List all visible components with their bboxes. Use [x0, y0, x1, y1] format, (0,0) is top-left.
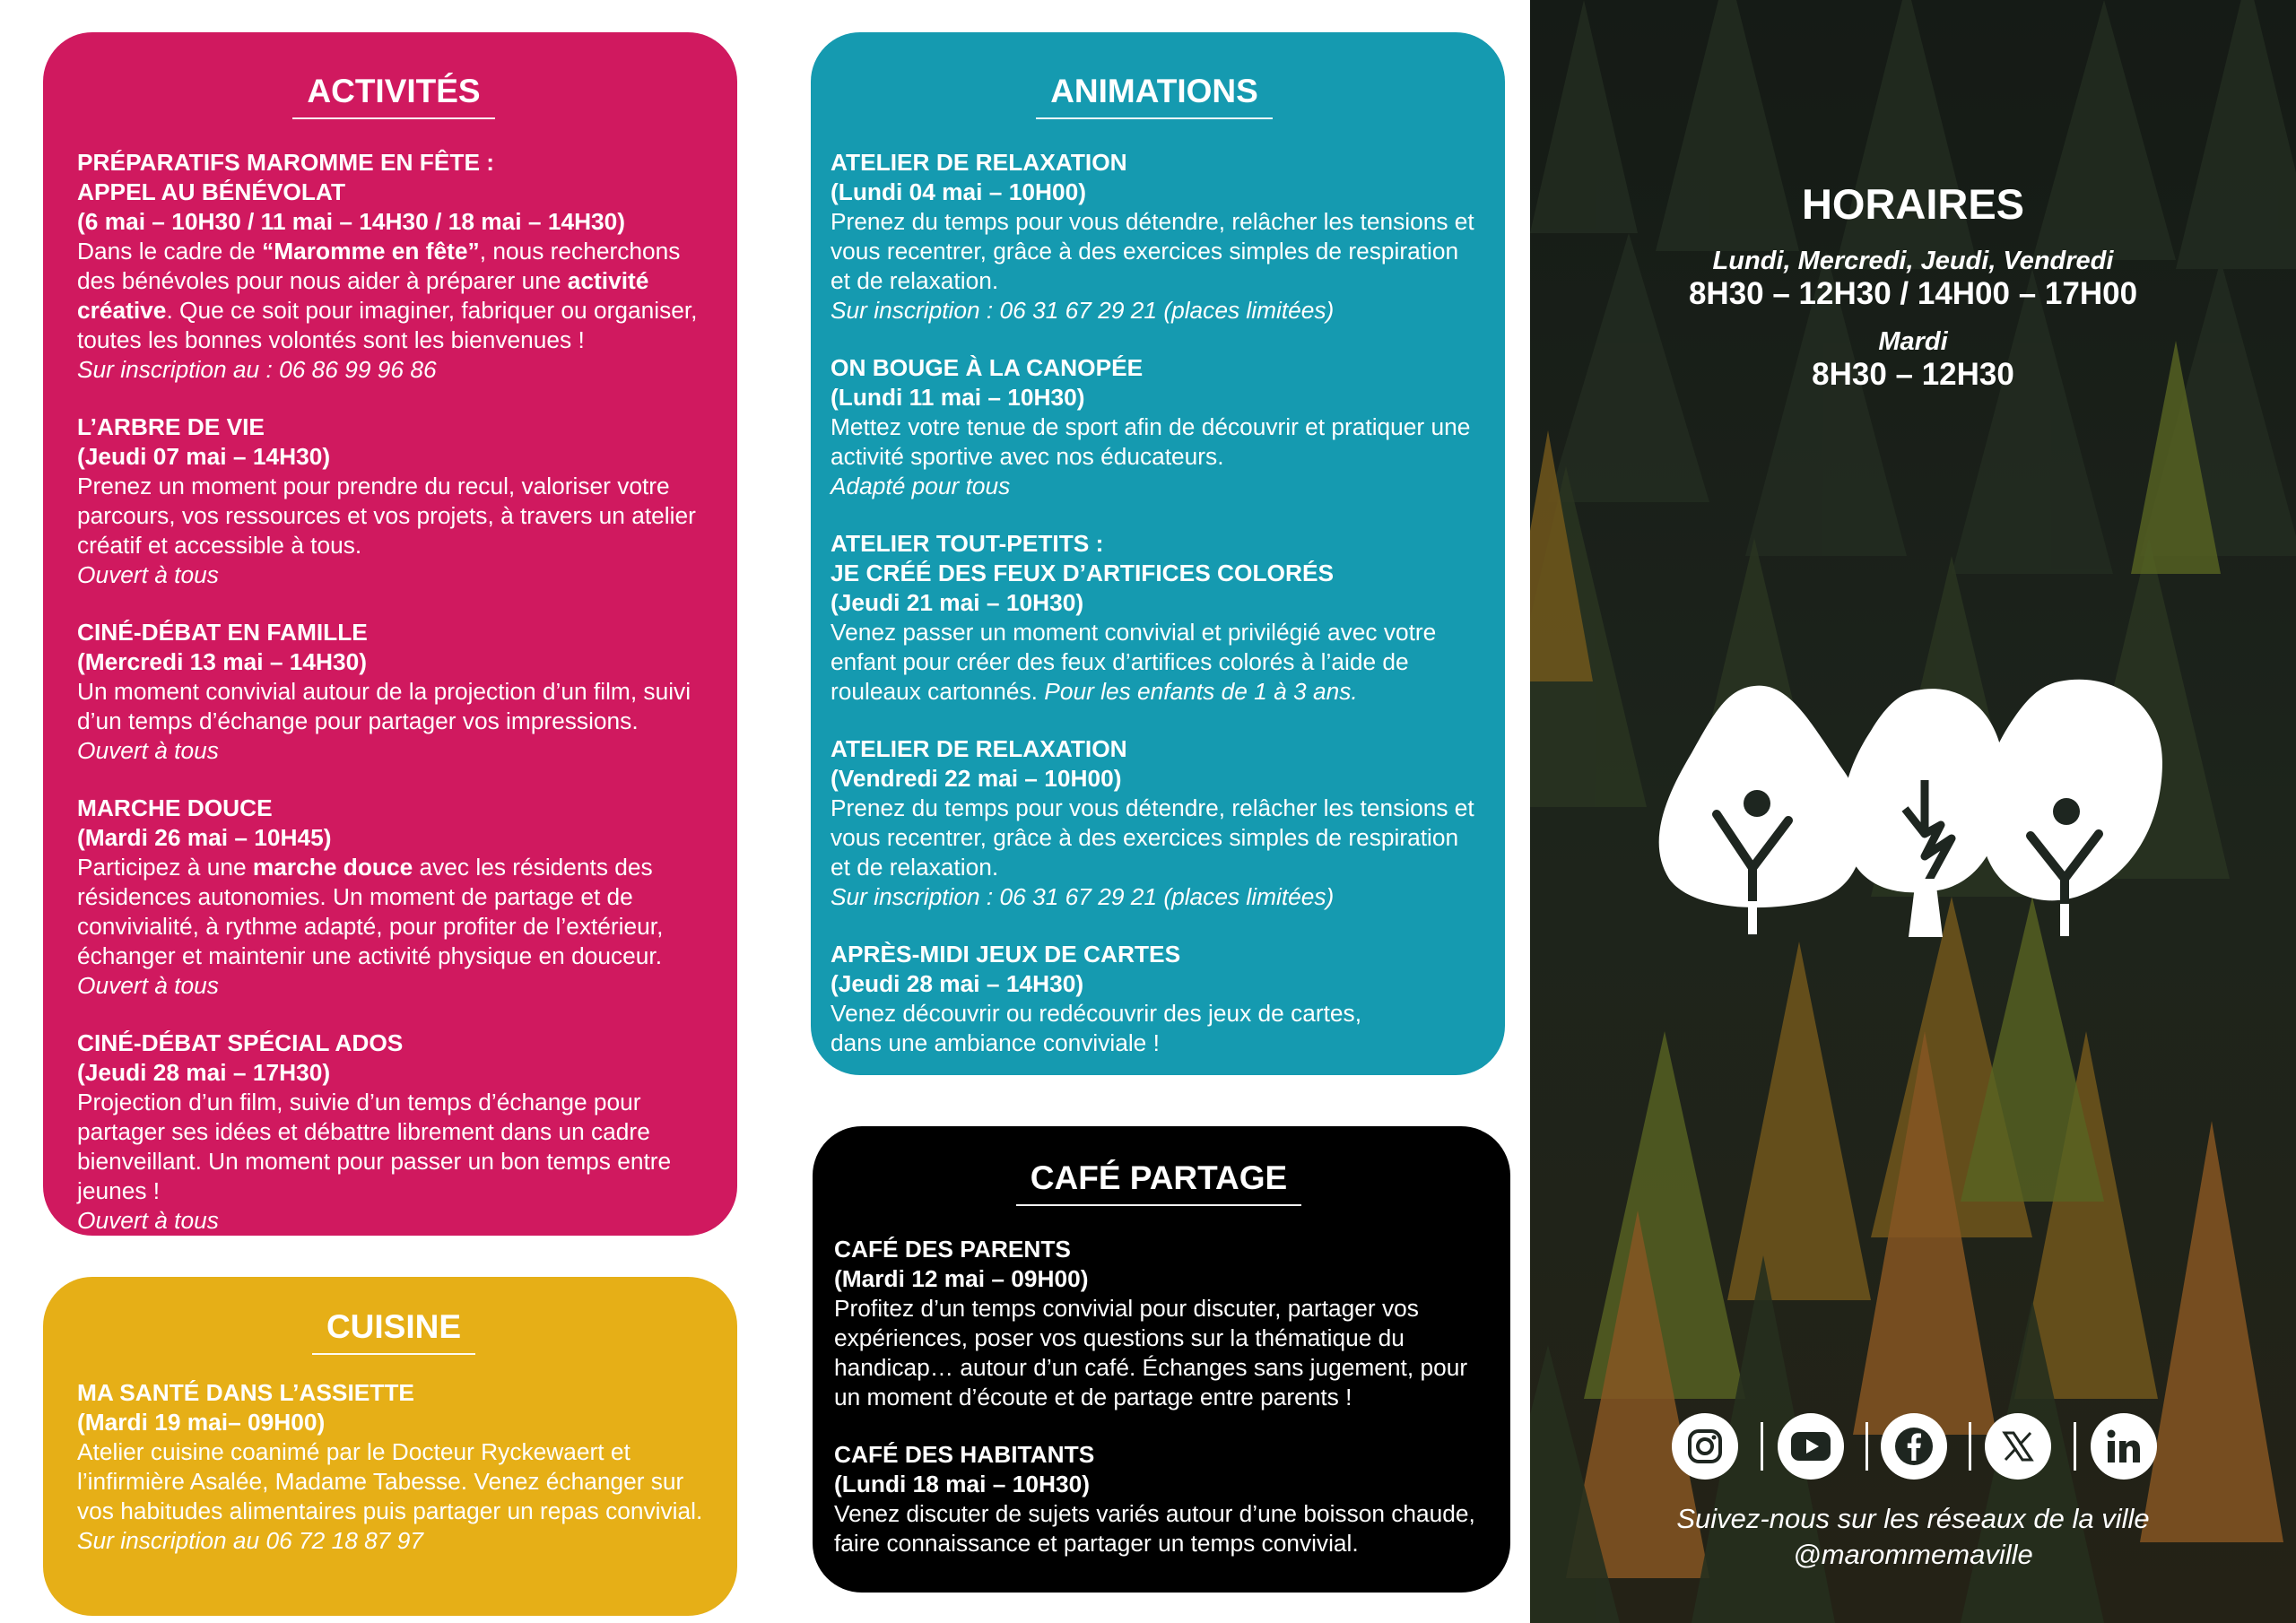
horaires-days: Lundi, Mercredi, Jeudi, Vendredi [1712, 247, 2114, 275]
entry-note: Sur inscription au : 06 86 99 96 86 [77, 355, 437, 383]
entry-title: ATELIER TOUT-PETITS : [831, 529, 1104, 557]
entry-title: CAFÉ DES HABITANTS [834, 1440, 1095, 1468]
entry-note: Ouvert à tous [77, 736, 219, 764]
entry-title: MARCHE DOUCE [77, 794, 273, 821]
entry-title: CINÉ-DÉBAT SPÉCIAL ADOS [77, 1028, 404, 1056]
entry-body-text: Venez passer un moment convivial et privilégié avec votre enfant pour créer des feux d’artifices colorés à l’aide de rouleaux cartonnés. [831, 618, 1437, 705]
list-item [831, 940, 1478, 1058]
forest-background [1530, 0, 2296, 1623]
entry-note: Sur inscription : 06 31 67 29 21 (places limitées) [831, 296, 1335, 324]
youtube-icon[interactable] [1778, 1413, 1844, 1480]
entry-note: Sur inscription : 06 31 67 29 21 (places limitées) [831, 882, 1335, 910]
list-item [77, 794, 710, 1001]
horaires-days: Mardi [1878, 327, 1948, 356]
entry-body: Mettez votre tenue de sport afin de découvrir et pratiquer une activité sportive avec nos éducateurs. [831, 412, 1471, 470]
entry-body: Profitez d’un temps convivial pour discuter, partager vos expériences, poser vos questions sur la thématique du handicap… autour d’un café. Échanges sans jugement, pour un moment d’écoute et de partage entre parents ! [834, 1294, 1468, 1410]
separator [2074, 1422, 2076, 1471]
entry-title: ATELIER DE RELAXATION [831, 734, 1127, 762]
entry-title: ATELIER DE RELAXATION [831, 148, 1127, 176]
entry-date: (Mardi 26 mai – 10H45) [77, 823, 332, 851]
entry-date: (Jeudi 07 mai – 14H30) [77, 442, 331, 470]
cuisine-panel [43, 1277, 737, 1616]
entry-body [831, 618, 1478, 707]
entry-title: CAFÉ DES PARENTS [834, 1235, 1071, 1263]
tree-icon [1980, 680, 2162, 936]
separator [1969, 1422, 1971, 1471]
entry-body-bold: activité créative [77, 266, 649, 324]
trees-logo [1656, 673, 2167, 942]
list-item [77, 1378, 710, 1556]
entry-date: (Mardi 12 mai – 09H00) [834, 1264, 1089, 1292]
animations-panel [811, 32, 1505, 1075]
horaires-time: 8H30 – 12H30 / 14H00 – 17H00 [1688, 276, 2138, 311]
horaires-time: 8H30 – 12H30 [1812, 357, 2014, 392]
entry-title: CINÉ-DÉBAT EN FAMILLE [77, 618, 368, 646]
entry-body: Projection d’un film, suivie d’un temps d’échange pour partager ses idées et débattre librement dans un cadre bienveillant. Un moment pour passer un bon temps entre jeunes ! [77, 1088, 672, 1204]
cafe-partage-panel [813, 1126, 1510, 1593]
entry-date: (Lundi 04 mai – 10H00) [831, 178, 1086, 205]
horaires-title: HORAIRES [1801, 180, 2025, 228]
instagram-icon[interactable] [1672, 1413, 1738, 1480]
entry-note: Ouvert à tous [77, 1206, 219, 1234]
list-item [831, 529, 1478, 707]
entry-note: Adapté pour tous [831, 472, 1011, 499]
panel-title: CAFÉ PARTAGE [1016, 1155, 1301, 1206]
entry-note: Ouvert à tous [77, 560, 219, 588]
entry-date: (Mardi 19 mai– 09H00) [77, 1408, 326, 1436]
entry-body-text: , nous recherchons des bénévoles pour nous aider à préparer une [77, 237, 681, 294]
panel-title: CUISINE [312, 1304, 475, 1355]
entry-body: Prenez un moment pour prendre du recul, valoriser votre parcours, vos ressources et vos projets, à travers un atelier créatif et accessible à tous. [77, 472, 696, 559]
entry-body: Venez découvrir ou redécouvrir des jeux de cartes, dans une ambiance conviviale ! [831, 999, 1362, 1056]
list-item [77, 1028, 710, 1236]
entry-body-text: avec les résidents des résidences autonomies. Un moment de partage et de convivialité, à rythme adapté, pour profiter de l’extérieur, échanger et maintenir une activité physique en douceur. [77, 853, 664, 969]
entry-body-italic: Pour les enfants de 1 à 3 ans. [1044, 677, 1358, 705]
list-item [77, 618, 710, 766]
entry-title: PRÉPARATIFS MAROMME EN FÊTE : [77, 148, 495, 176]
entry-title: JE CRÉÉ DES FEUX D’ARTIFICES COLORÉS [831, 559, 1335, 586]
list-item [77, 148, 710, 385]
list-item [834, 1440, 1483, 1558]
separator [1761, 1422, 1763, 1471]
entry-body: Prenez du temps pour vous détendre, relâcher les tensions et vous recentrer, grâce à des exercices simples de respiration et de relaxation. [831, 794, 1474, 881]
panel-title: ACTIVITÉS [292, 68, 494, 119]
entry-body-text: Participez à une [77, 853, 253, 881]
facebook-icon[interactable] [1881, 1413, 1947, 1480]
separator [1866, 1422, 1868, 1471]
activites-panel [43, 32, 737, 1236]
entry-date: (Jeudi 28 mai – 14H30) [831, 969, 1084, 997]
panel-title: ANIMATIONS [1036, 68, 1273, 119]
entry-body: Atelier cuisine coanimé par le Docteur Ryckewaert et l’infirmière Asalée, Madame Tabesse. Venez échanger sur vos habitudes alimentaires puis partager un repas convivial. [77, 1437, 703, 1524]
entry-body [77, 853, 710, 971]
entry-date: (Vendredi 22 mai – 10H00) [831, 764, 1122, 792]
list-item [831, 353, 1478, 501]
entry-date: (Jeudi 21 mai – 10H30) [831, 588, 1084, 616]
entry-date: (Mercredi 13 mai – 14H30) [77, 647, 368, 675]
entry-note: Ouvert à tous [77, 971, 219, 999]
entry-date: (6 mai – 10H30 / 11 mai – 14H30 / 18 mai – 14H30) [77, 207, 626, 235]
entry-body: Un moment convivial autour de la projection d’un film, suivi d’un temps d’échange pour partager vos impressions. [77, 677, 691, 734]
entry-body [77, 237, 710, 355]
entry-title: MA SANTÉ DANS L’ASSIETTE [77, 1378, 414, 1406]
entry-title: APRÈS-MIDI JEUX DE CARTES [831, 940, 1181, 968]
entry-body-text: Dans le cadre de [77, 237, 263, 265]
entry-date: (Lundi 11 mai – 10H30) [831, 383, 1085, 411]
entry-title: L’ARBRE DE VIE [77, 412, 265, 440]
list-item [834, 1235, 1483, 1412]
list-item [831, 148, 1478, 325]
entry-body-text: . Que ce soit pour imaginer, fabriquer ou organiser, toutes les bonnes volontés sont les bienvenues ! [77, 296, 698, 353]
tree-icon [1659, 686, 1864, 934]
entry-body: Venez discuter de sujets variés autour d’une boisson chaude, faire connaissance et partager un temps convivial. [834, 1499, 1475, 1557]
entry-date: (Lundi 18 mai – 10H30) [834, 1470, 1090, 1497]
linkedin-icon[interactable] [2091, 1413, 2157, 1480]
social-handle[interactable]: @marommemaville [1793, 1539, 2033, 1570]
entry-title: ON BOUGE À LA CANOPÉE [831, 353, 1144, 381]
follow-text: Suivez-nous sur les réseaux de la ville [1676, 1503, 2150, 1534]
entry-body-bold: marche douce [252, 853, 413, 881]
entry-date: (Jeudi 28 mai – 17H30) [77, 1058, 331, 1086]
entry-note: Sur inscription au 06 72 18 87 97 [77, 1526, 423, 1554]
entry-body-bold: “Maromme en fête” [262, 237, 480, 265]
x-icon[interactable] [1985, 1413, 2051, 1480]
entry-title: APPEL AU BÉNÉVOLAT [77, 178, 346, 205]
list-item [77, 412, 710, 590]
list-item [831, 734, 1478, 912]
entry-body: Prenez du temps pour vous détendre, relâcher les tensions et vous recentrer, grâce à des exercices simples de respiration et de relaxation. [831, 207, 1474, 294]
